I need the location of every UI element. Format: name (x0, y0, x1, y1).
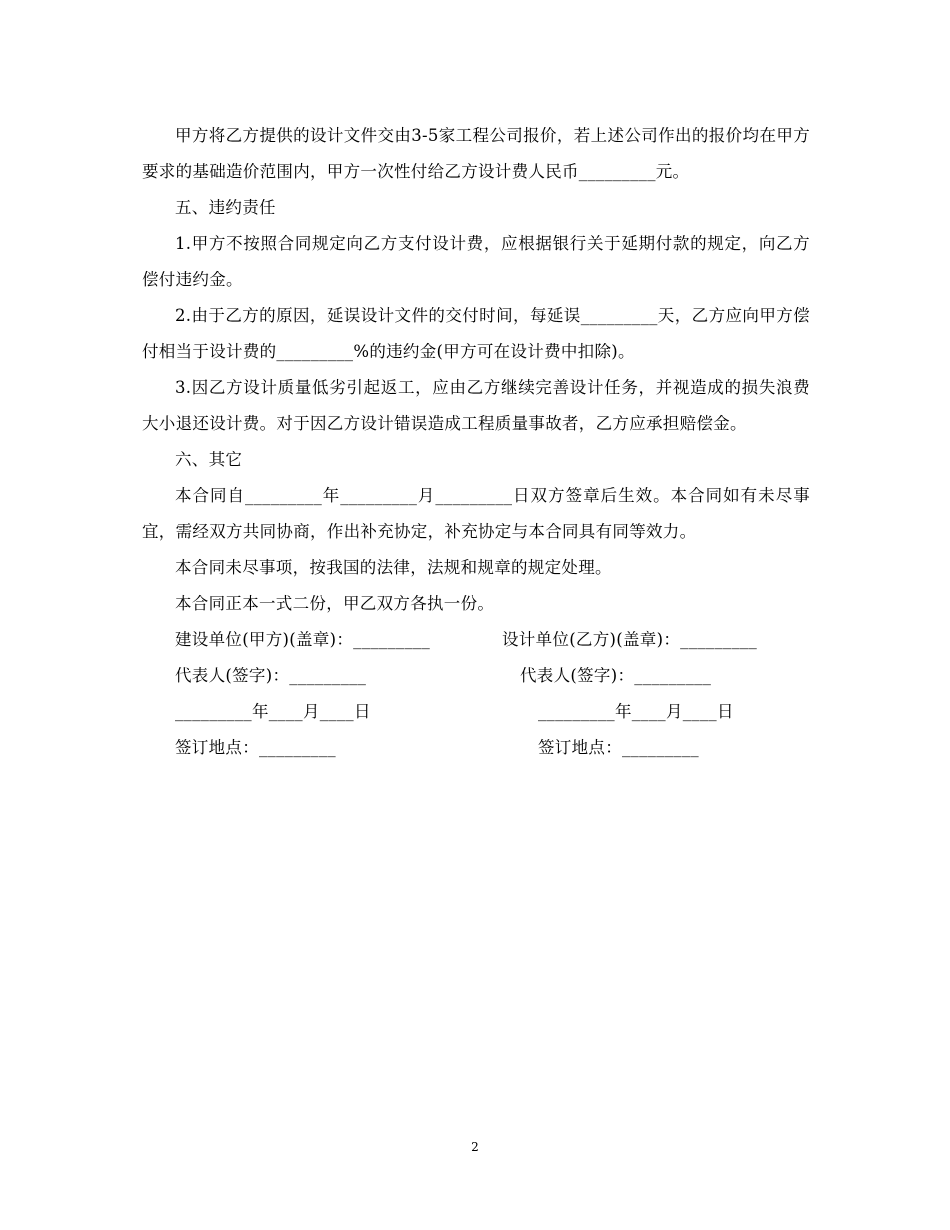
section-heading-other: 六、其它 (175, 450, 243, 469)
party-b-date: _________年____月____日 (538, 702, 734, 721)
paragraph-breach-clause-2: 2.由于乙方的原因，延误设计文件的交付时间，每延误_________天，乙方应向甲方偿付相当于设计费的_________%的违约金(甲方可在设计费中扣除)。 (142, 306, 810, 361)
party-a-representative: 代表人(签字)：_________ (175, 666, 367, 685)
party-a-date: _________年____月____日 (175, 702, 371, 721)
paragraph-design-fee-payment: 甲方将乙方提供的设计文件交由3-5家工程公司报价，若上述公司作出的报价均在甲方要求的基础造价范围内，甲方一次性付给乙方设计费人民币_________元。 (142, 126, 810, 181)
paragraph-governing-law: 本合同未尽事项，按我国的法律，法规和规章的规定处理。 (175, 558, 612, 577)
signature-row-representative (142, 658, 810, 694)
party-a-place: 签订地点：_________ (175, 738, 336, 757)
paragraph-breach-clause-1: 1.甲方不按照合同规定向乙方支付设计费，应根据银行关于延期付款的规定，向乙方偿付违约金。 (142, 234, 810, 289)
party-b-unit: 设计单位(乙方)(盖章)：_________ (502, 630, 758, 649)
contract-body (142, 118, 810, 766)
page-number: 2 (471, 1140, 479, 1154)
party-b-place: 签订地点：_________ (538, 738, 699, 757)
party-b-representative: 代表人(签字)：_________ (520, 666, 712, 685)
paragraph-breach-clause-3: 3.因乙方设计质量低劣引起返工，应由乙方继续完善设计任务，并视造成的损失浪费大小退还设计费。对于因乙方设计错误造成工程质量事故者，乙方应承担赔偿金。 (142, 378, 810, 433)
paragraph-effective-date: 本合同自_________年_________月_________日双方签章后生效。本合同如有未尽事宜，需经双方共同协商，作出补充协定，补充协定与本合同具有同等效力。 (142, 486, 810, 541)
section-heading-breach-liability: 五、违约责任 (175, 198, 276, 217)
signature-row-date (142, 694, 810, 730)
signature-row-unit (142, 622, 810, 658)
party-a-unit: 建设单位(甲方)(盖章)：_________ (175, 630, 431, 649)
signature-row-place (142, 730, 810, 766)
paragraph-copies: 本合同正本一式二份，甲乙双方各执一份。 (175, 594, 495, 613)
